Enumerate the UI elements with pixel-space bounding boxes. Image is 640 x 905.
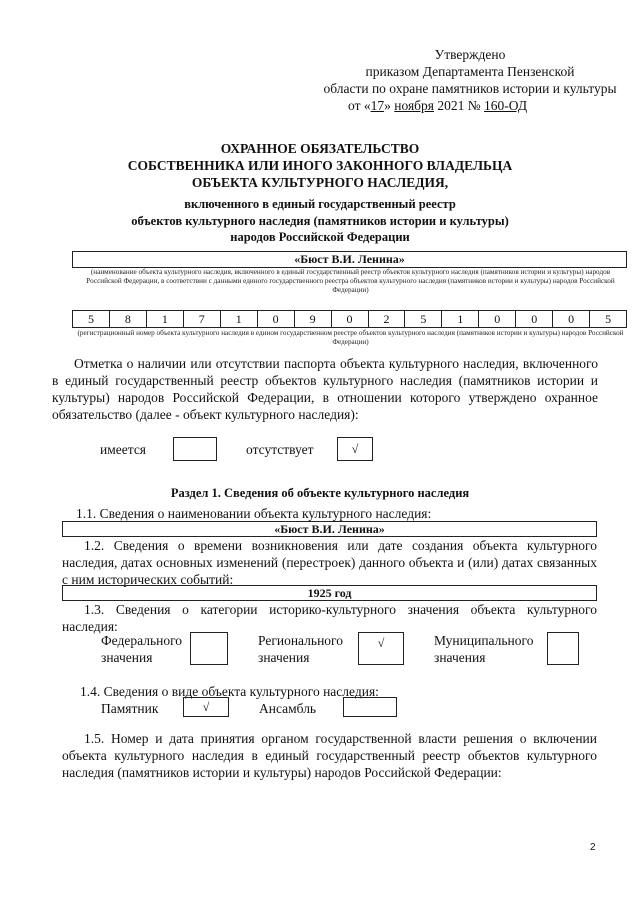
section-1-1-name-box: «Бюст В.И. Ленина» xyxy=(62,521,597,537)
document-title xyxy=(0,140,640,191)
kind-monument-label: Памятник xyxy=(101,701,159,716)
object-name-box: «Бюст В.И. Ленина» xyxy=(72,251,627,268)
approval-date-line xyxy=(300,97,640,114)
category-federal-checkbox[interactable] xyxy=(190,632,228,665)
approval-date-prefix: от « xyxy=(348,98,371,113)
registration-digit-cell: 8 xyxy=(110,311,147,327)
registration-digit-cell: 0 xyxy=(479,311,516,327)
section-1-2-date-box: 1925 год xyxy=(62,585,597,601)
category-regional-line1: Регионального xyxy=(258,633,343,648)
category-municipal-line2: значения xyxy=(434,650,486,665)
category-federal-line1: Федерального xyxy=(101,633,183,648)
subtitle-line-3: народов Российской Федерации xyxy=(230,230,410,244)
kind-monument-checkbox[interactable]: √ xyxy=(183,697,229,717)
title-line-3: ОБЪЕКТА КУЛЬТУРНОГО НАСЛЕДИЯ, xyxy=(191,175,449,190)
section-1-title: Раздел 1. Сведения об объекте культурного наследия xyxy=(170,486,470,500)
approval-order-number: 160-ОД xyxy=(484,98,528,113)
registration-digit-cell: 2 xyxy=(369,311,406,327)
registration-number-row xyxy=(72,310,627,328)
subtitle-line-2: объектов культурного наследия (памятников истории и культуры) xyxy=(131,213,509,228)
registration-digit-cell: 5 xyxy=(605,312,612,326)
object-name-caption: (наименование объекта культурного наследия, включенного в единый государственный реестр объектов культурного наследия (памятников истории и культуры) народов Российской Федерации, в соответствии с данными единого государственного реестра объектов культурного наследия (памятников истории и культуры) народов Российской Федерации) xyxy=(86,268,615,294)
registration-digit-cell: 7 xyxy=(184,311,221,327)
passport-paragraph: Отметка о наличии или отсутствии паспорта объекта культурного наследия, включенного в единый государственный реестр объектов культурного наследия (памятников истории и культуры) народов Российской Федерации, в отношении которого утверждено охранное обязательство (далее - объект культурного наследия): xyxy=(52,356,598,422)
passport-has-label: имеется xyxy=(100,442,147,457)
document-subtitle xyxy=(0,196,640,246)
category-federal-line2: значения xyxy=(101,650,153,665)
registration-digit-cell: 1 xyxy=(442,311,479,327)
category-municipal-checkbox[interactable] xyxy=(547,632,579,665)
registration-digit-cell: 1 xyxy=(147,311,184,327)
registration-digit-cell: 1 xyxy=(221,311,258,327)
section-1-2-text: 1.2. Сведения о времени возникновения или дате создания объекта культурного наследия, датах основных изменений (перестроек) данного объекта и (или) датах связанных с ним исторических событий: xyxy=(62,538,597,587)
category-municipal-label xyxy=(434,632,533,666)
category-federal-label xyxy=(101,632,182,666)
category-regional-line2: значения xyxy=(258,650,310,665)
title-line-2: СОБСТВЕННИКА ИЛИ ИНОГО ЗАКОННОГО ВЛАДЕЛЬЦА xyxy=(127,158,513,173)
subtitle-line-1: включенного в единый государственный реестр xyxy=(184,197,456,211)
registration-digit-cell: 5 xyxy=(405,311,442,327)
registration-digit-cell: 0 xyxy=(258,311,295,327)
section-1-4-text: 1.4. Сведения о виде объекта культурного наследия: xyxy=(80,684,379,699)
registration-digit-cell: 0 xyxy=(553,311,590,327)
approval-line-3: области по охране памятников истории и культуры xyxy=(323,81,617,96)
category-regional-checkbox[interactable]: √ xyxy=(358,632,404,665)
kind-ensemble-checkbox[interactable] xyxy=(343,697,397,717)
section-1-5-text: 1.5. Номер и дата принятия органом государственной власти решения о включении объекта культурного наследия в единый государственный реестр объектов культурного наследия (памятников истории и культуры) народов Российской Федерации: xyxy=(62,731,597,780)
approval-line-2: приказом Департамента Пензенской xyxy=(365,64,575,79)
approval-line-1: Утверждено xyxy=(434,47,506,62)
section-1-3-text: 1.3. Сведения о категории историко-культурного значения объекта культурного наследия: xyxy=(62,602,597,634)
registration-digit-cell: 0 xyxy=(516,311,553,327)
approval-block xyxy=(300,46,640,114)
approval-date-mid: » xyxy=(384,98,395,113)
section-1-1-text: 1.1. Сведения о наименовании объекта культурного наследия: xyxy=(76,506,432,521)
passport-has-checkbox[interactable] xyxy=(173,437,217,461)
approval-day: 17 xyxy=(370,98,385,113)
page-number: 2 xyxy=(590,842,596,853)
title-line-1: ОХРАННОЕ ОБЯЗАТЕЛЬСТВО xyxy=(220,141,420,156)
category-regional-label xyxy=(258,632,343,666)
registration-digit-cell: 5 xyxy=(73,311,110,327)
passport-absent-label: отсутствует xyxy=(246,442,314,457)
approval-month: ноября xyxy=(394,98,434,113)
approval-year: 2021 № xyxy=(434,98,485,113)
kind-ensemble-label: Ансамбль xyxy=(259,701,317,716)
registration-digit-cell: 9 xyxy=(295,311,332,327)
passport-absent-checkbox[interactable]: √ xyxy=(337,437,373,461)
registration-number-caption: (регистрационный номер объекта культурного наследия в едином государственном реестре объектов культурного наследия (памятников истории и культуры) народов Российской Федерации) xyxy=(77,329,624,346)
category-municipal-line1: Муниципального xyxy=(434,633,534,648)
registration-digit-cell: 0 xyxy=(332,311,369,327)
